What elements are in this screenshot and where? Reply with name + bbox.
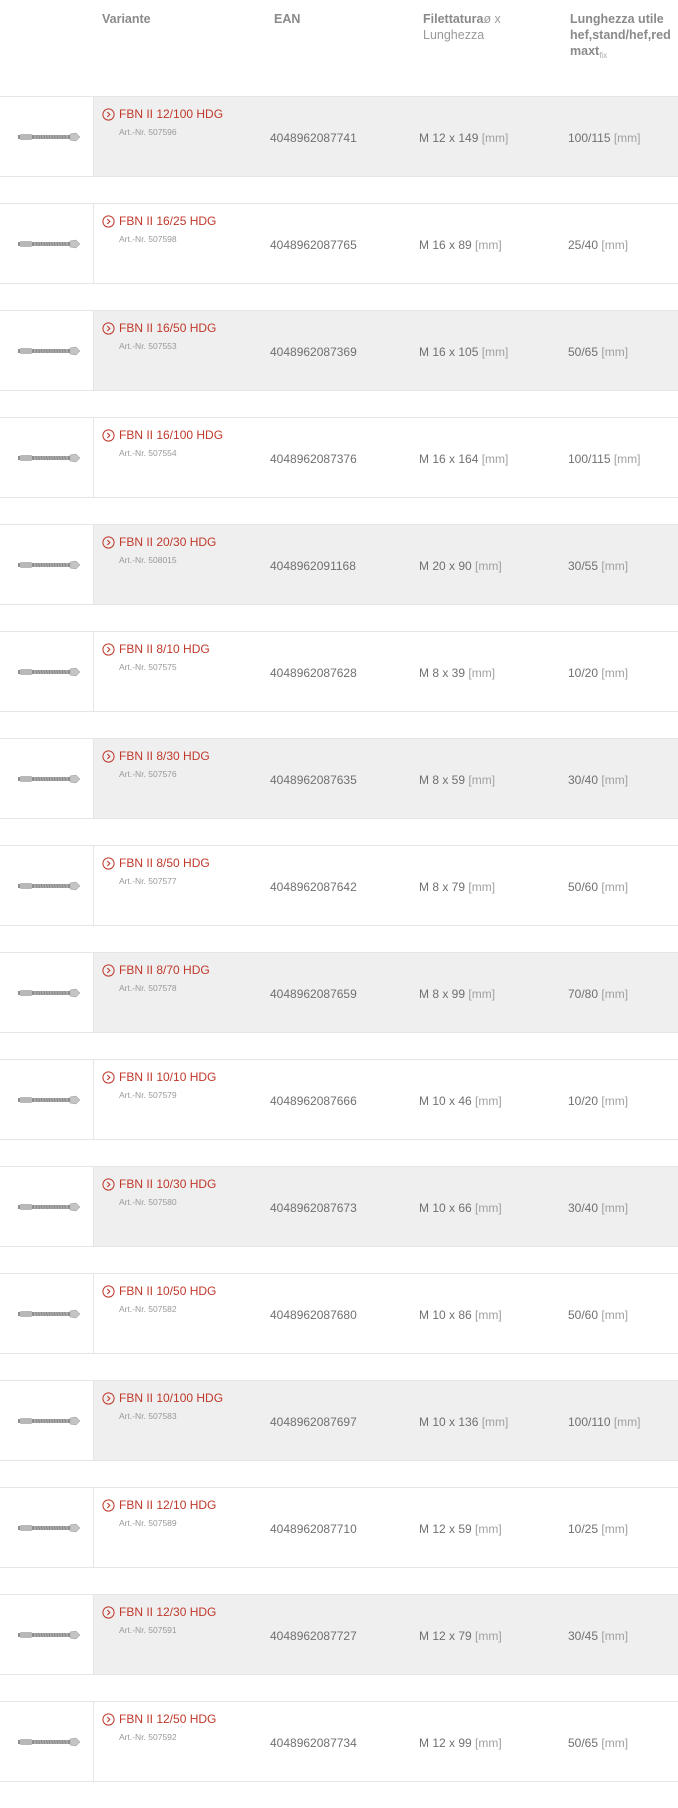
length-unit: [mm]: [601, 345, 629, 359]
length-value: [568, 1736, 628, 1750]
length-dimension: 10/25: [568, 1522, 599, 1536]
anchor-bolt-icon: [18, 1307, 82, 1321]
thread-value: [419, 666, 495, 680]
thread-value: [419, 773, 495, 787]
article-number: Art.-Nr. 507577: [119, 876, 177, 886]
length-dimension: 50/65: [568, 1736, 599, 1750]
length-unit: [mm]: [613, 1415, 641, 1429]
anchor-bolt-icon: [18, 1200, 82, 1214]
thread-dimension: M 12 x 99: [419, 1736, 472, 1750]
thread-value: [419, 1094, 502, 1108]
thread-dimension: M 10 x 46: [419, 1094, 472, 1108]
product-link[interactable]: [102, 749, 210, 763]
ean-value: 4048962087765: [270, 238, 357, 252]
product-link[interactable]: [102, 1712, 216, 1726]
table-header: [0, 0, 678, 96]
product-thumbnail[interactable]: [14, 1274, 94, 1353]
chevron-circle-right-icon: [102, 429, 115, 442]
thread-dimension: M 10 x 86: [419, 1308, 472, 1322]
thread-unit: [mm]: [475, 1094, 502, 1108]
length-unit: [mm]: [601, 559, 629, 573]
length-unit: [mm]: [601, 1094, 629, 1108]
product-link[interactable]: [102, 642, 210, 656]
thread-dimension: M 16 x 89: [419, 238, 472, 252]
article-number: Art.-Nr. 507591: [119, 1625, 177, 1635]
article-number: Art.-Nr. 507578: [119, 983, 177, 993]
thread-unit: [mm]: [475, 1629, 502, 1643]
thread-unit: [mm]: [475, 1736, 502, 1750]
anchor-bolt-icon: [18, 344, 82, 358]
product-thumbnail[interactable]: [14, 1702, 94, 1781]
column-header-thread: [423, 11, 533, 43]
thread-header-light: ø x Lunghezza: [423, 12, 501, 42]
thread-dimension: M 12 x 59: [419, 1522, 472, 1536]
product-name: FBN II 16/100 HDG: [119, 428, 224, 442]
chevron-circle-right-icon: [102, 322, 115, 335]
length-unit: [mm]: [613, 452, 641, 466]
column-header-length: [570, 11, 675, 64]
thread-dimension: M 8 x 39: [419, 666, 466, 680]
product-link[interactable]: [102, 1070, 216, 1084]
table-row: [0, 631, 678, 712]
length-dimension: 70/80: [568, 987, 599, 1001]
chevron-circle-right-icon: [102, 1071, 115, 1084]
thread-unit: [mm]: [475, 559, 502, 573]
article-number: Art.-Nr. 508015: [119, 555, 177, 565]
ean-value: 4048962087369: [270, 345, 357, 359]
thread-unit: [mm]: [481, 452, 509, 466]
product-link[interactable]: [102, 107, 223, 121]
length-header-label: Lunghezza utile hef,stand/hef,red maxt: [570, 12, 671, 58]
chevron-circle-right-icon: [102, 1285, 115, 1298]
length-value: [568, 1415, 641, 1429]
ean-value: 4048962087734: [270, 1736, 357, 1750]
product-thumbnail[interactable]: [14, 739, 94, 818]
length-unit: [mm]: [601, 880, 629, 894]
product-thumbnail[interactable]: [14, 632, 94, 711]
product-link[interactable]: [102, 321, 216, 335]
product-thumbnail[interactable]: [14, 1488, 94, 1567]
thread-unit: [mm]: [468, 987, 496, 1001]
ean-value: 4048962087741: [270, 131, 357, 145]
thread-value: [419, 345, 508, 359]
thread-unit: [mm]: [481, 345, 509, 359]
article-number: Art.-Nr. 507575: [119, 662, 177, 672]
article-number: Art.-Nr. 507589: [119, 1518, 177, 1528]
thread-dimension: M 20 x 90: [419, 559, 472, 573]
length-value: [568, 345, 628, 359]
table-row: [0, 738, 678, 819]
table-row: [0, 1059, 678, 1140]
article-number: Art.-Nr. 507576: [119, 769, 177, 779]
ean-value: 4048962087697: [270, 1415, 357, 1429]
product-thumbnail[interactable]: [14, 846, 94, 925]
column-header-variante: Variante: [102, 12, 151, 26]
product-name: FBN II 10/30 HDG: [119, 1177, 217, 1191]
thread-header-bold: Filettatura: [423, 12, 484, 26]
length-dimension: 100/115: [568, 131, 611, 145]
length-unit: [mm]: [601, 1522, 629, 1536]
thread-unit: [mm]: [481, 1415, 509, 1429]
length-value: [568, 131, 641, 145]
ean-value: 4048962087710: [270, 1522, 357, 1536]
thread-unit: [mm]: [475, 238, 502, 252]
anchor-bolt-icon: [18, 1735, 82, 1749]
length-value: [568, 452, 641, 466]
product-name: FBN II 10/10 HDG: [119, 1070, 217, 1084]
product-thumbnail[interactable]: [14, 418, 94, 497]
length-value: [568, 666, 628, 680]
ean-value: 4048962087680: [270, 1308, 357, 1322]
ean-value: 4048962087659: [270, 987, 357, 1001]
thread-dimension: M 12 x 79: [419, 1629, 472, 1643]
product-thumbnail[interactable]: [14, 1167, 94, 1246]
product-link[interactable]: [102, 1498, 216, 1512]
ean-value: 4048962087673: [270, 1201, 357, 1215]
product-thumbnail[interactable]: [14, 525, 94, 604]
thread-value: [419, 238, 502, 252]
product-name: FBN II 8/50 HDG: [119, 856, 210, 870]
chevron-circle-right-icon: [102, 1392, 115, 1405]
product-thumbnail[interactable]: [14, 97, 94, 176]
anchor-bolt-icon: [18, 451, 82, 465]
length-value: [568, 773, 628, 787]
table-row: [0, 1273, 678, 1354]
thread-unit: [mm]: [475, 1201, 502, 1215]
product-link[interactable]: [102, 1391, 223, 1405]
length-value: [568, 559, 628, 573]
length-value: [568, 1308, 628, 1322]
length-value: [568, 1522, 628, 1536]
ean-value: 4048962087727: [270, 1629, 357, 1643]
length-dimension: 50/60: [568, 880, 599, 894]
article-number: Art.-Nr. 507598: [119, 234, 177, 244]
product-link[interactable]: [102, 963, 210, 977]
article-number: Art.-Nr. 507592: [119, 1732, 177, 1742]
length-dimension: 30/55: [568, 559, 599, 573]
length-unit: [mm]: [601, 238, 629, 252]
article-number: Art.-Nr. 507582: [119, 1304, 177, 1314]
chevron-circle-right-icon: [102, 1713, 115, 1726]
chevron-circle-right-icon: [102, 964, 115, 977]
anchor-bolt-icon: [18, 1414, 82, 1428]
length-unit: [mm]: [601, 1201, 629, 1215]
length-value: [568, 1201, 628, 1215]
product-name: FBN II 16/25 HDG: [119, 214, 217, 228]
length-dimension: 50/65: [568, 345, 599, 359]
article-number: Art.-Nr. 507554: [119, 448, 177, 458]
product-link[interactable]: [102, 535, 216, 549]
thread-value: [419, 1522, 502, 1536]
chevron-circle-right-icon: [102, 215, 115, 228]
thread-dimension: M 10 x 66: [419, 1201, 472, 1215]
length-dimension: 30/40: [568, 773, 599, 787]
product-name: FBN II 12/10 HDG: [119, 1498, 217, 1512]
length-dimension: 30/40: [568, 1201, 599, 1215]
thread-unit: [mm]: [468, 880, 496, 894]
thread-dimension: M 8 x 99: [419, 987, 466, 1001]
table-row: [0, 96, 678, 177]
product-name: FBN II 8/70 HDG: [119, 963, 210, 977]
thread-dimension: M 8 x 59: [419, 773, 466, 787]
product-name: FBN II 8/10 HDG: [119, 642, 210, 656]
table-row: [0, 1594, 678, 1675]
table-row: [0, 845, 678, 926]
product-thumbnail[interactable]: [14, 1381, 94, 1460]
length-unit: [mm]: [601, 1736, 629, 1750]
product-link[interactable]: [102, 428, 223, 442]
length-value: [568, 1629, 628, 1643]
product-name: FBN II 10/100 HDG: [119, 1391, 224, 1405]
table-row: [0, 524, 678, 605]
ean-value: 4048962091168: [270, 559, 356, 573]
thread-unit: [mm]: [468, 773, 496, 787]
thread-unit: [mm]: [481, 131, 509, 145]
chevron-circle-right-icon: [102, 857, 115, 870]
product-name: FBN II 10/50 HDG: [119, 1284, 217, 1298]
anchor-bolt-icon: [18, 1093, 82, 1107]
thread-unit: [mm]: [468, 666, 496, 680]
product-name: FBN II 12/50 HDG: [119, 1712, 217, 1726]
table-row: [0, 952, 678, 1033]
table-row: [0, 310, 678, 391]
product-link[interactable]: [102, 856, 210, 870]
length-dimension: 10/20: [568, 666, 599, 680]
product-thumbnail[interactable]: [14, 1060, 94, 1139]
length-dimension: 10/20: [568, 1094, 599, 1108]
table-row: [0, 1380, 678, 1461]
thread-dimension: M 16 x 164: [419, 452, 479, 466]
thread-value: [419, 1629, 502, 1643]
anchor-bolt-icon: [18, 772, 82, 786]
thread-value: [419, 1201, 502, 1215]
length-unit: [mm]: [601, 1308, 629, 1322]
chevron-circle-right-icon: [102, 108, 115, 121]
chevron-circle-right-icon: [102, 643, 115, 656]
product-name: FBN II 12/30 HDG: [119, 1605, 217, 1619]
anchor-bolt-icon: [18, 879, 82, 893]
product-name: FBN II 12/100 HDG: [119, 107, 224, 121]
anchor-bolt-icon: [18, 665, 82, 679]
thread-value: [419, 559, 502, 573]
product-link[interactable]: [102, 1284, 216, 1298]
column-header-ean: EAN: [274, 12, 301, 26]
product-thumbnail[interactable]: [14, 1595, 94, 1674]
length-dimension: 100/115: [568, 452, 611, 466]
product-thumbnail[interactable]: [14, 311, 94, 390]
chevron-circle-right-icon: [102, 1178, 115, 1191]
thread-value: [419, 987, 495, 1001]
ean-value: 4048962087635: [270, 773, 357, 787]
thread-unit: [mm]: [475, 1308, 502, 1322]
length-dimension: 30/45: [568, 1629, 599, 1643]
length-unit: [mm]: [601, 1629, 629, 1643]
table-row: [0, 417, 678, 498]
ean-value: 4048962087376: [270, 452, 357, 466]
product-name: FBN II 8/30 HDG: [119, 749, 210, 763]
length-dimension: 50/60: [568, 1308, 599, 1322]
anchor-bolt-icon: [18, 130, 82, 144]
product-link[interactable]: [102, 214, 216, 228]
length-unit: [mm]: [601, 773, 629, 787]
product-name: FBN II 16/50 HDG: [119, 321, 217, 335]
chevron-circle-right-icon: [102, 1606, 115, 1619]
ean-value: 4048962087642: [270, 880, 357, 894]
length-value: [568, 1094, 628, 1108]
product-link[interactable]: [102, 1605, 216, 1619]
ean-value: 4048962087666: [270, 1094, 357, 1108]
length-value: [568, 238, 628, 252]
table-row: [0, 203, 678, 284]
length-unit: [mm]: [613, 131, 641, 145]
anchor-bolt-icon: [18, 237, 82, 251]
length-dimension: 25/40: [568, 238, 599, 252]
anchor-bolt-icon: [18, 1628, 82, 1642]
anchor-bolt-icon: [18, 986, 82, 1000]
length-header-sub: fix: [599, 51, 608, 60]
thread-value: [419, 880, 495, 894]
article-number: Art.-Nr. 507583: [119, 1411, 177, 1421]
length-unit: [mm]: [601, 987, 629, 1001]
product-table: [0, 96, 678, 1808]
thread-dimension: M 10 x 136: [419, 1415, 479, 1429]
product-thumbnail[interactable]: [14, 204, 94, 283]
length-value: [568, 987, 628, 1001]
product-name: FBN II 20/30 HDG: [119, 535, 217, 549]
thread-dimension: M 16 x 105: [419, 345, 479, 359]
article-number: Art.-Nr. 507579: [119, 1090, 177, 1100]
table-row: [0, 1701, 678, 1782]
thread-unit: [mm]: [475, 1522, 502, 1536]
length-dimension: 100/110: [568, 1415, 611, 1429]
thread-value: [419, 1415, 508, 1429]
thread-value: [419, 1308, 502, 1322]
ean-value: 4048962087628: [270, 666, 357, 680]
anchor-bolt-icon: [18, 558, 82, 572]
thread-dimension: M 12 x 149: [419, 131, 479, 145]
article-number: Art.-Nr. 507596: [119, 127, 177, 137]
chevron-circle-right-icon: [102, 536, 115, 549]
thread-value: [419, 452, 508, 466]
thread-dimension: M 8 x 79: [419, 880, 466, 894]
anchor-bolt-icon: [18, 1521, 82, 1535]
table-row: [0, 1487, 678, 1568]
length-unit: [mm]: [601, 666, 629, 680]
chevron-circle-right-icon: [102, 1499, 115, 1512]
product-thumbnail[interactable]: [14, 953, 94, 1032]
article-number: Art.-Nr. 507553: [119, 341, 177, 351]
chevron-circle-right-icon: [102, 750, 115, 763]
article-number: Art.-Nr. 507580: [119, 1197, 177, 1207]
product-link[interactable]: [102, 1177, 216, 1191]
thread-value: [419, 1736, 502, 1750]
length-value: [568, 880, 628, 894]
table-row: [0, 1166, 678, 1247]
thread-value: [419, 131, 508, 145]
